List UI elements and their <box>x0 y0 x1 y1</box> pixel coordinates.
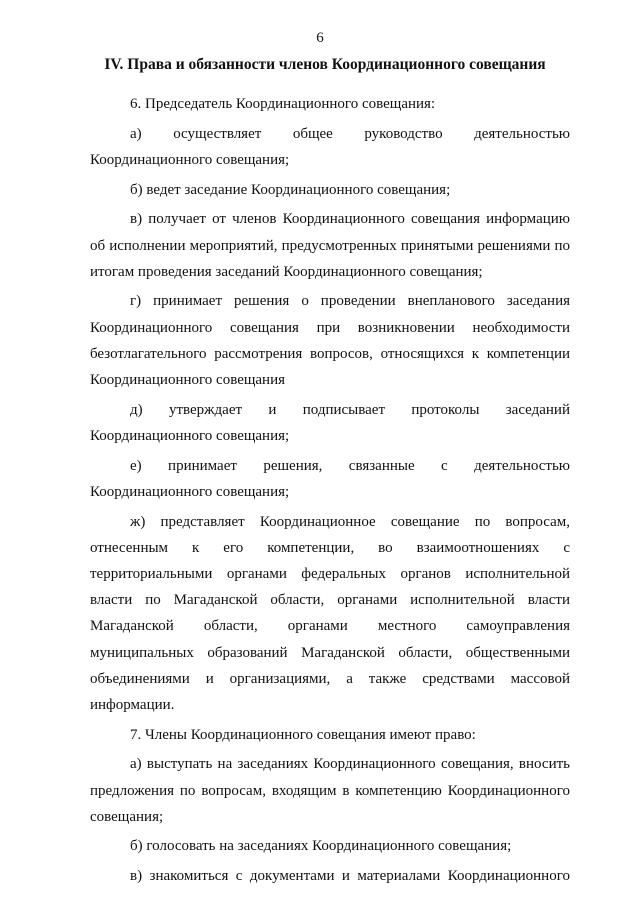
paragraph-item-g: г) принимает решения о проведении внепланового заседания Координационного совещания при возникновении необходимости безотлагательного рассмотрения вопросов, относящихся к компетенции Координационного совещания <box>90 293 570 389</box>
paragraph-item-b: б) ведет заседание Координационного совещания; <box>130 181 451 198</box>
paragraph-members-item-b: б) голосовать на заседаниях Координационного совещания; <box>130 838 512 855</box>
paragraph-members-item-v: в) знакомиться с документами и материалами Координационного <box>130 868 570 885</box>
page-number: 6 <box>316 30 324 46</box>
paragraph-members-item-a: а) выступать на заседаниях Координационного совещания, вносить предложения по вопросам, входящим в компетенцию Координационного совещания; <box>90 756 570 825</box>
section-heading: IV. Права и обязанности членов Координационного совещания <box>104 56 546 73</box>
paragraph-item-e: е) принимает решения, связанные с деятельностью Координационного совещания; <box>90 457 570 500</box>
paragraph-item-a: а) осуществляет общее руководство деятельностью Координационного совещания; <box>90 125 570 168</box>
document-body <box>90 91 570 893</box>
paragraph-item-zh: ж) представляет Координационное совещание по вопросам, отнесенным к его компетенции, во взаимоотношениях с территориальными органами федеральных органов исполнительной власти по Магаданской области, органами исполнительной власти Магаданской области, органами местного самоуправления муниципальных образований Магаданской области, общественными объединениями и организациями, а также средствами массовой информации. <box>90 513 570 713</box>
paragraph-item-d: д) утверждает и подписывает протоколы заседаний Координационного совещания; <box>90 401 570 444</box>
paragraph-members-intro: 7. Члены Координационного совещания имеют право: <box>130 726 476 743</box>
paragraph-item-v: в) получает от членов Координационного совещания информацию об исполнении мероприятий, предусмотренных принятыми решениями по итогам проведения заседаний Координационного совещания; <box>90 211 570 280</box>
paragraph-chairman-intro: 6. Председатель Координационного совещания: <box>130 96 436 112</box>
